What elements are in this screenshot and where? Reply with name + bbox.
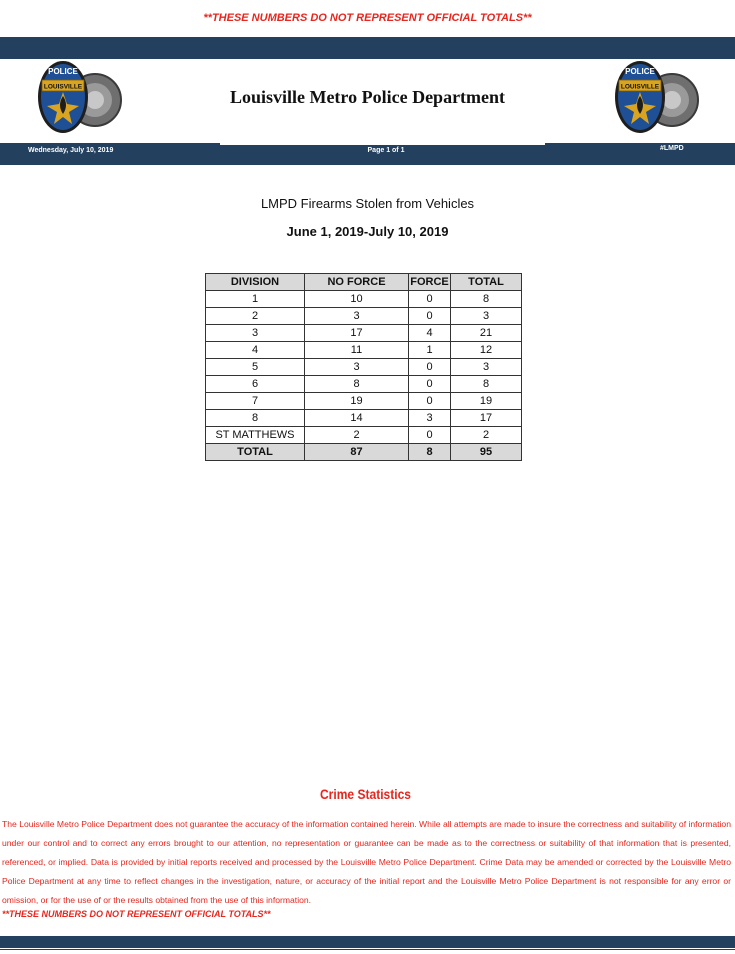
cell-force: 4 <box>409 325 451 342</box>
cell-no-force: 19 <box>305 393 409 410</box>
table-row <box>206 393 522 410</box>
cell-force: 0 <box>409 393 451 410</box>
header-total: TOTAL <box>451 274 522 291</box>
cell-division: 6 <box>206 376 305 393</box>
cell-force: 0 <box>409 376 451 393</box>
cell-no-force: 17 <box>305 325 409 342</box>
table-row <box>206 410 522 427</box>
table-row <box>206 359 522 376</box>
footer-line <box>0 949 735 950</box>
cell-division: 7 <box>206 393 305 410</box>
cell-no-force: 8 <box>305 376 409 393</box>
footer-band <box>0 936 735 948</box>
report-date-range: June 1, 2019-July 10, 2019 <box>286 224 449 239</box>
cell-force: 1 <box>409 342 451 359</box>
table-row <box>206 342 522 359</box>
header-band-top <box>0 37 735 59</box>
logo-text-mid: LOUISVILLE <box>620 83 660 91</box>
table-row <box>206 376 522 393</box>
top-warning: **THESE NUMBERS DO NOT REPRESENT OFFICIAL TOTALS** <box>203 12 532 24</box>
cell-force: 0 <box>409 291 451 308</box>
cell-total: 21 <box>451 325 522 342</box>
cell-no-force: 3 <box>305 308 409 325</box>
header-division: DIVISION <box>206 274 305 291</box>
cell-total: 12 <box>451 342 522 359</box>
cell-force: 3 <box>409 410 451 427</box>
cell-force: 0 <box>409 308 451 325</box>
page-number: Page 1 of 1 <box>367 147 405 154</box>
cell-total: 2 <box>451 427 522 444</box>
header-no-force: NO FORCE <box>305 274 409 291</box>
cell-no-force: 3 <box>305 359 409 376</box>
crime-statistics-heading: Crime Statistics <box>319 786 411 802</box>
cell-no-force: 2 <box>305 427 409 444</box>
cell-total: 8 <box>451 376 522 393</box>
department-title: Louisville Metro Police Department <box>229 87 506 107</box>
cell-division: 5 <box>206 359 305 376</box>
cell-total: 8 <box>451 291 522 308</box>
bottom-warning: **THESE NUMBERS DO NOT REPRESENT OFFICIAL TOTALS** <box>2 909 271 919</box>
cell-no-force: 14 <box>305 410 409 427</box>
cell-total: 3 <box>451 308 522 325</box>
table-row <box>206 291 522 308</box>
firearms-table <box>205 273 522 461</box>
cell-no-force: 10 <box>305 291 409 308</box>
table-row <box>206 325 522 342</box>
cell-division: ST MATTHEWS <box>206 427 305 444</box>
logo-text-mid: LOUISVILLE <box>43 83 83 91</box>
cell-division: 8 <box>206 410 305 427</box>
cell-total: 3 <box>451 359 522 376</box>
total-force: 8 <box>409 444 451 461</box>
report-title: LMPD Firearms Stolen from Vehicles <box>260 196 475 211</box>
cell-force: 0 <box>409 359 451 376</box>
cell-division: 2 <box>206 308 305 325</box>
total-no-force: 87 <box>305 444 409 461</box>
total-total: 95 <box>451 444 522 461</box>
cell-force: 0 <box>409 427 451 444</box>
header-force: FORCE <box>409 274 451 291</box>
logo-text-top: POLICE <box>48 67 78 76</box>
disclaimer-text: The Louisville Metro Police Department does not guarantee the accuracy of the information contained herein. While all attempts are made to insure the correctness and suitability of information under our control and to correct any errors brought to our attention, no representation or guarantee can be made as to the correctness or suitability of that information that is presented, referenced, or implied. Data is provided by initial reports received and processed by the Louisville Metro Police Department. Crime Data may be amended or corrected by the Louisville Metro Police Department at any time to reflect changes in the investigation, nature, or accuracy of the initial report and the Louisville Metro Police Department is not responsible for any error or omission, or for the use of or the results obtained from the use of this information. <box>2 819 731 905</box>
hashtag: #LMPD <box>660 145 684 152</box>
title-tab <box>220 143 545 145</box>
cell-total: 17 <box>451 410 522 427</box>
table-header-row <box>206 274 522 291</box>
cell-division: 4 <box>206 342 305 359</box>
table-total-row <box>206 444 522 461</box>
table-row <box>206 308 522 325</box>
logo-text-top: POLICE <box>625 67 655 76</box>
report-date: Wednesday, July 10, 2019 <box>28 147 114 154</box>
cell-division: 1 <box>206 291 305 308</box>
cell-division: 3 <box>206 325 305 342</box>
table-row <box>206 427 522 444</box>
total-label: TOTAL <box>206 444 305 461</box>
cell-no-force: 11 <box>305 342 409 359</box>
cell-total: 19 <box>451 393 522 410</box>
